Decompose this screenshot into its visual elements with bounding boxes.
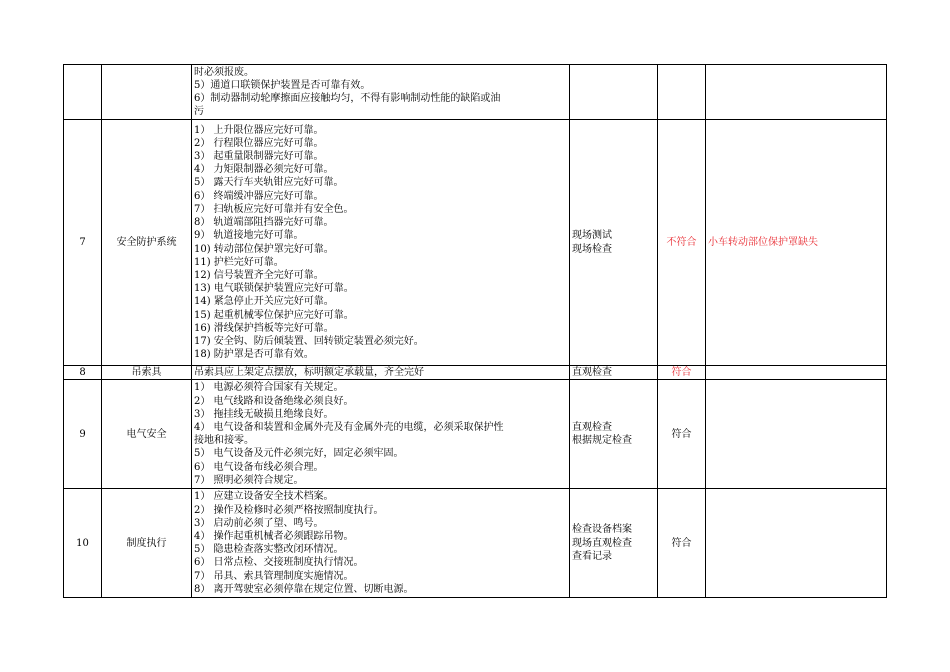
check-method bbox=[570, 65, 658, 120]
requirement-line: 11) 护栏完好可靠。 bbox=[194, 256, 284, 268]
check-result bbox=[658, 65, 706, 120]
method-line: 现场测试 bbox=[572, 230, 612, 242]
item-number: 9 bbox=[64, 380, 102, 489]
remark bbox=[706, 366, 887, 380]
requirement-line: 吊索具应上架定点摆放，标明额定承载量，齐全完好 bbox=[194, 367, 424, 378]
check-result: 符合 bbox=[658, 366, 706, 380]
table-row bbox=[64, 489, 887, 598]
requirement-list bbox=[192, 65, 570, 120]
method-line: 现场检查 bbox=[572, 243, 612, 255]
item-number bbox=[64, 65, 102, 120]
method-line: 直观检查 bbox=[572, 367, 612, 378]
check-method bbox=[570, 120, 658, 366]
requirement-line: 2） 操作及检修时必须严格按照制度执行。 bbox=[194, 504, 384, 516]
requirement-line: 8） 离开驾驶室必须停靠在规定位置、切断电源。 bbox=[194, 583, 414, 595]
requirement-line: 4） 操作起重机械者必须跟踪吊物。 bbox=[194, 531, 354, 542]
requirement-line: 6） 终端缓冲器应完好可靠。 bbox=[194, 190, 324, 202]
method-line: 查看记录 bbox=[572, 550, 612, 562]
item-category: 安全防护系统 bbox=[102, 120, 192, 366]
requirement-line: 2） 电气线路和设备绝缘必须良好。 bbox=[194, 395, 354, 407]
inspection-table bbox=[63, 64, 887, 598]
table-row bbox=[64, 366, 887, 380]
table-row bbox=[64, 380, 887, 489]
requirement-line: 5） 隐患检查落实整改闭环情况。 bbox=[194, 544, 344, 556]
check-result: 符合 bbox=[658, 489, 706, 598]
item-number: 7 bbox=[64, 120, 102, 366]
requirement-line: 3） 拖挂线无破损且绝缘良好。 bbox=[194, 408, 334, 420]
requirement-line: 时必须报废。 bbox=[194, 66, 254, 78]
requirement-line: 1） 应建立设备安全技术档案。 bbox=[194, 491, 334, 503]
requirement-line: 接地和接零。 bbox=[194, 435, 254, 447]
remark bbox=[706, 65, 887, 120]
item-category: 电气安全 bbox=[102, 380, 192, 489]
requirement-line: 4） 电气设备和装置和金属外壳及有金属外壳的电缆，必须采取保护性 bbox=[194, 422, 504, 433]
requirement-line: 污 bbox=[194, 106, 204, 118]
check-method bbox=[570, 366, 658, 380]
requirement-line: 15) 起重机械零位保护应完好可靠。 bbox=[194, 309, 354, 321]
requirement-line: 12) 信号装置齐全完好可靠。 bbox=[194, 269, 324, 281]
method-line: 直观检查 bbox=[572, 422, 612, 433]
table-row bbox=[64, 65, 887, 120]
requirement-line: 2） 行程限位器应完好可靠。 bbox=[194, 137, 324, 149]
check-result bbox=[658, 120, 706, 366]
requirement-line: 7） 扫轨板应完好可靠并有安全色。 bbox=[194, 203, 354, 215]
requirement-line: 6）制动器制动轮摩擦面应接触均匀，不得有影响制动性能的缺陷或油 bbox=[194, 93, 501, 104]
requirement-line: 3） 启动前必须了望、鸣号。 bbox=[194, 517, 324, 529]
item-category bbox=[102, 65, 192, 120]
requirement-line: 10) 转动部位保护罩完好可靠。 bbox=[194, 243, 334, 255]
remark bbox=[706, 380, 887, 489]
item-category: 制度执行 bbox=[102, 489, 192, 598]
requirement-list bbox=[192, 489, 570, 598]
item-number: 8 bbox=[64, 366, 102, 380]
requirement-line: 9） 轨道接地完好可靠。 bbox=[194, 230, 304, 242]
requirement-line: 17) 安全钩、防后倾装置、回转锁定装置必须完好。 bbox=[194, 335, 424, 347]
requirement-line: 5） 电气设备及元件必须完好，固定必须牢固。 bbox=[194, 448, 404, 460]
requirement-line: 6） 日常点检、交接班制度执行情况。 bbox=[194, 557, 364, 569]
requirement-line: 14) 紧急停止开关应完好可靠。 bbox=[194, 296, 334, 308]
requirement-line: 1） 电源必须符合国家有关规定。 bbox=[194, 382, 344, 394]
method-line: 现场直观检查 bbox=[572, 537, 632, 549]
check-result: 符合 bbox=[658, 380, 706, 489]
requirement-line: 5） 露天行车夹轨钳应完好可靠。 bbox=[194, 177, 344, 189]
requirement-list bbox=[192, 380, 570, 489]
requirement-line: 4） 力矩限制器必须完好可靠。 bbox=[194, 164, 334, 176]
requirement-line: 13) 电气联锁保护装置应完好可靠。 bbox=[194, 283, 354, 295]
requirement-line: 16) 滑线保护挡板等完好可靠。 bbox=[194, 322, 334, 334]
remark bbox=[706, 489, 887, 598]
requirement-line: 18) 防护罩是否可靠有效。 bbox=[194, 349, 314, 361]
requirement-line: 8） 轨道端部阻挡器完好可靠。 bbox=[194, 217, 334, 229]
check-method bbox=[570, 380, 658, 489]
requirement-line: 6） 电气设备布线必须合理。 bbox=[194, 461, 324, 473]
method-line: 检查设备档案 bbox=[572, 524, 632, 536]
requirement-line: 3） 起重量限制器完好可靠。 bbox=[194, 151, 324, 163]
item-number: 10 bbox=[64, 489, 102, 598]
requirement-line: 7） 照明必须符合规定。 bbox=[194, 474, 304, 486]
result-text: 不符合 bbox=[666, 236, 697, 248]
requirement-line: 1） 上升限位器应完好可靠。 bbox=[194, 124, 324, 136]
requirement-line: 7） 吊具、索具管理制度实施情况。 bbox=[194, 570, 354, 582]
requirement-list bbox=[192, 120, 570, 366]
table-row bbox=[64, 120, 887, 366]
item-category: 吊索具 bbox=[102, 366, 192, 380]
check-method bbox=[570, 489, 658, 598]
requirement-list bbox=[192, 366, 570, 380]
method-line: 根据规定检查 bbox=[572, 435, 632, 447]
remark: 小车转动部位保护罩缺失 bbox=[706, 120, 887, 366]
requirement-line: 5）通道口联锁保护装置是否可靠有效。 bbox=[194, 79, 371, 91]
